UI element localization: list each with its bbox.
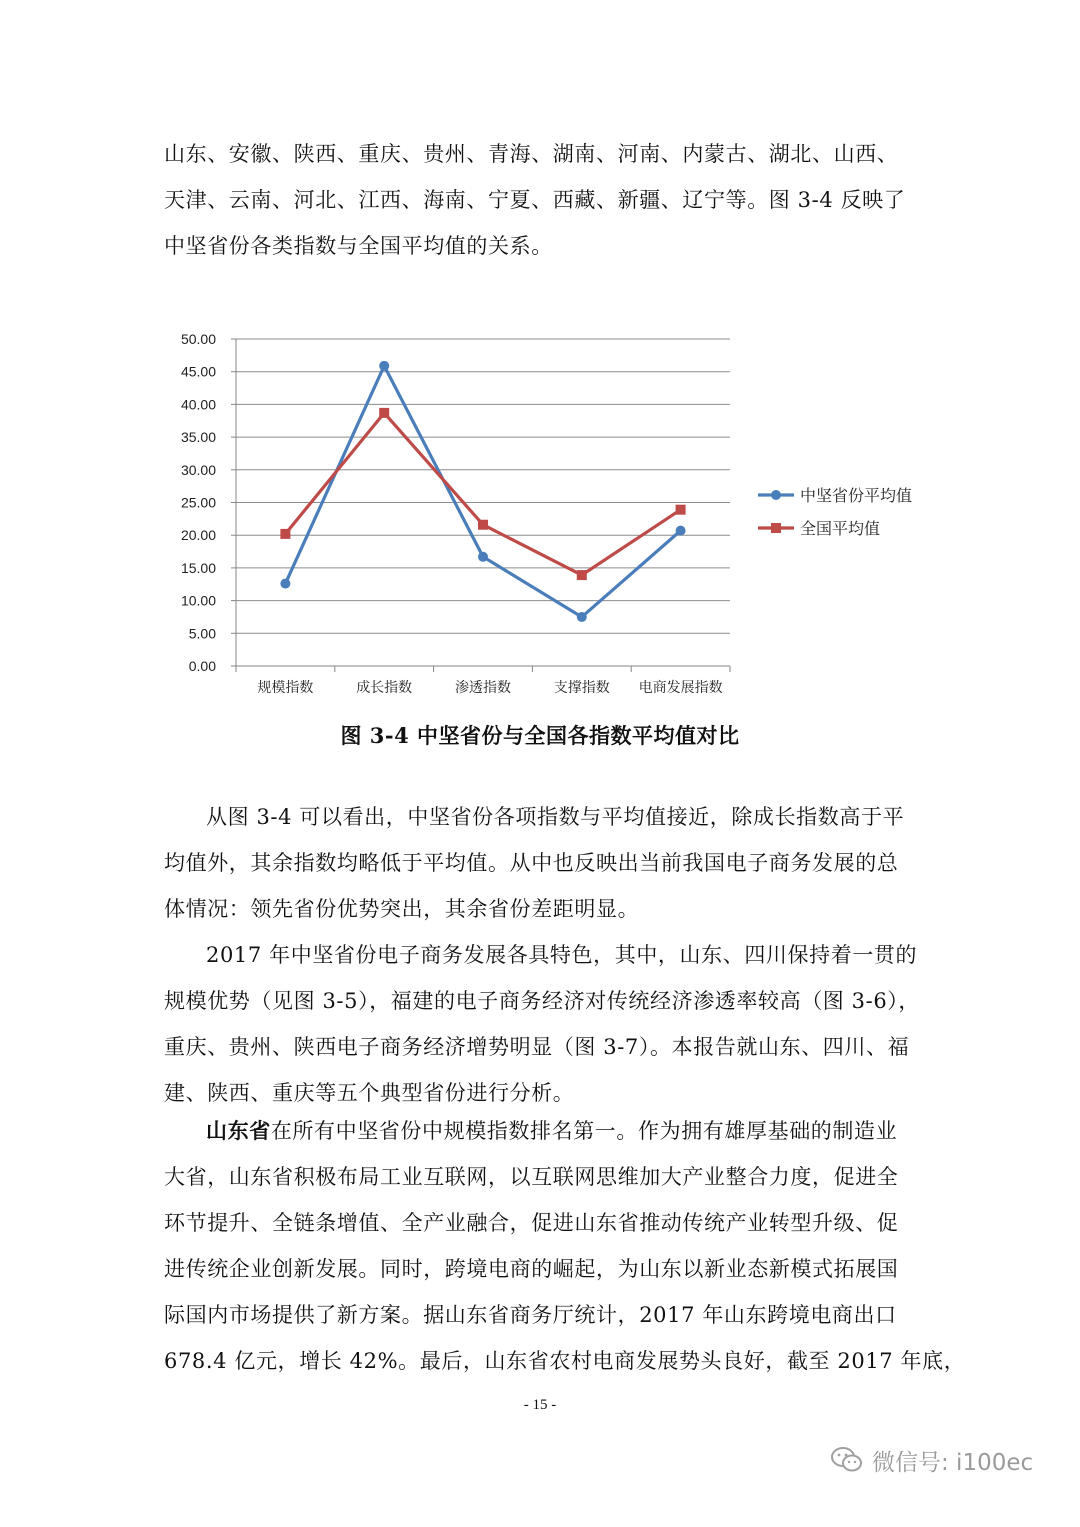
text-line: 从图 3-4 可以看出，中坚省份各项指数与平均值接近，除成长指数高于平	[206, 805, 905, 829]
data-point	[676, 526, 686, 536]
data-point	[478, 552, 488, 562]
series-line	[285, 366, 680, 617]
text-line: 重庆、贵州、陕西电子商务经济增势明显（图 3-7）。本报告就山东、四川、福	[164, 1035, 910, 1059]
legend-label: 全国平均值	[800, 519, 881, 538]
data-point	[577, 612, 587, 622]
x-tick-label: 渗透指数	[455, 680, 511, 696]
text-line	[164, 1108, 904, 1154]
text-line: 678.4 亿元，增长 42%。最后，山东省农村电商发展势头良好，截至 2017 年底，	[164, 1349, 966, 1373]
x-tick-label: 电商发展指数	[638, 680, 723, 696]
y-tick-label: 45.00	[180, 363, 216, 380]
data-point	[676, 505, 686, 515]
text-line: 体情况：领先省份优势突出，其余省份差距明显。	[164, 897, 640, 921]
text-line: 均值外，其余指数均略低于平均值。从中也反映出当前我国电子商务发展的总	[164, 851, 899, 875]
figure-caption: 图 3-4 中坚省份与全国各指数平均值对比	[340, 723, 740, 748]
bold-term: 山东省	[206, 1118, 271, 1143]
data-point	[379, 408, 389, 418]
y-tick-label: 10.00	[180, 592, 216, 609]
text-line: 建、陕西、重庆等五个典型省份进行分析。	[164, 1081, 575, 1105]
legend-marker	[771, 490, 781, 500]
x-tick-label: 规模指数	[257, 680, 314, 696]
data-point	[379, 361, 389, 371]
legend-label: 中坚省份平均值	[800, 486, 913, 505]
text-line: 规模优势（见图 3-5），福建的电子商务经济对传统经济渗透率较高（图 3-6），	[164, 989, 920, 1013]
text-fragment: 在所有中坚省份中规模指数排名第一。作为拥有雄厚基础的制造业	[270, 1119, 898, 1143]
text-line: 际国内市场提供了新方案。据山东省商务厅统计，2017 年山东跨境电商出口	[164, 1303, 897, 1327]
y-tick-label: 0.00	[188, 658, 216, 674]
text-line: 环节提升、全链条增值、全产业融合，促进山东省推动传统产业转型升级、促	[164, 1211, 899, 1235]
paragraph-2	[164, 794, 904, 932]
watermark	[830, 1440, 1033, 1480]
y-tick-label: 30.00	[180, 461, 216, 478]
data-point	[280, 579, 290, 589]
legend-marker	[771, 523, 781, 533]
x-tick-label: 支撑指数	[553, 680, 610, 696]
data-point	[577, 570, 587, 580]
text-line: 山东、安徽、陕西、重庆、贵州、青海、湖南、河南、内蒙古、湖北、山西、	[164, 142, 899, 166]
y-tick-label: 5.00	[188, 625, 216, 642]
page-number: - 15 -	[523, 1397, 557, 1413]
text-line: 2017 年中坚省份电子商务发展各具特色，其中，山东、四川保持着一贯的	[206, 943, 918, 967]
y-tick-label: 50.00	[180, 331, 216, 347]
y-tick-label: 20.00	[180, 527, 216, 544]
text-line: 进传统企业创新发展。同时，跨境电商的崛起，为山东以新业态新模式拓展国	[164, 1257, 899, 1281]
text-line: 中坚省份各类指数与全国平均值的关系。	[164, 234, 553, 258]
paragraph-4	[164, 1108, 966, 1384]
text-line: 大省，山东省积极布局工业互联网，以互联网思维加大产业整合力度，促进全	[164, 1165, 899, 1189]
line-chart	[0, 0, 1080, 720]
paragraph-3	[164, 932, 920, 1116]
wechat-icon	[830, 1445, 864, 1475]
data-point	[280, 529, 290, 539]
y-tick-label: 35.00	[180, 429, 216, 446]
watermark-text: 微信号: i100ec	[872, 1449, 1034, 1476]
y-tick-label: 25.00	[180, 494, 216, 511]
data-point	[478, 520, 488, 530]
y-tick-label: 40.00	[180, 396, 216, 413]
x-tick-label: 成长指数	[356, 680, 413, 696]
text-line: 天津、云南、河北、江西、海南、宁夏、西藏、新疆、辽宁等。图 3-4 反映了	[164, 188, 906, 212]
y-tick-label: 15.00	[180, 559, 216, 576]
